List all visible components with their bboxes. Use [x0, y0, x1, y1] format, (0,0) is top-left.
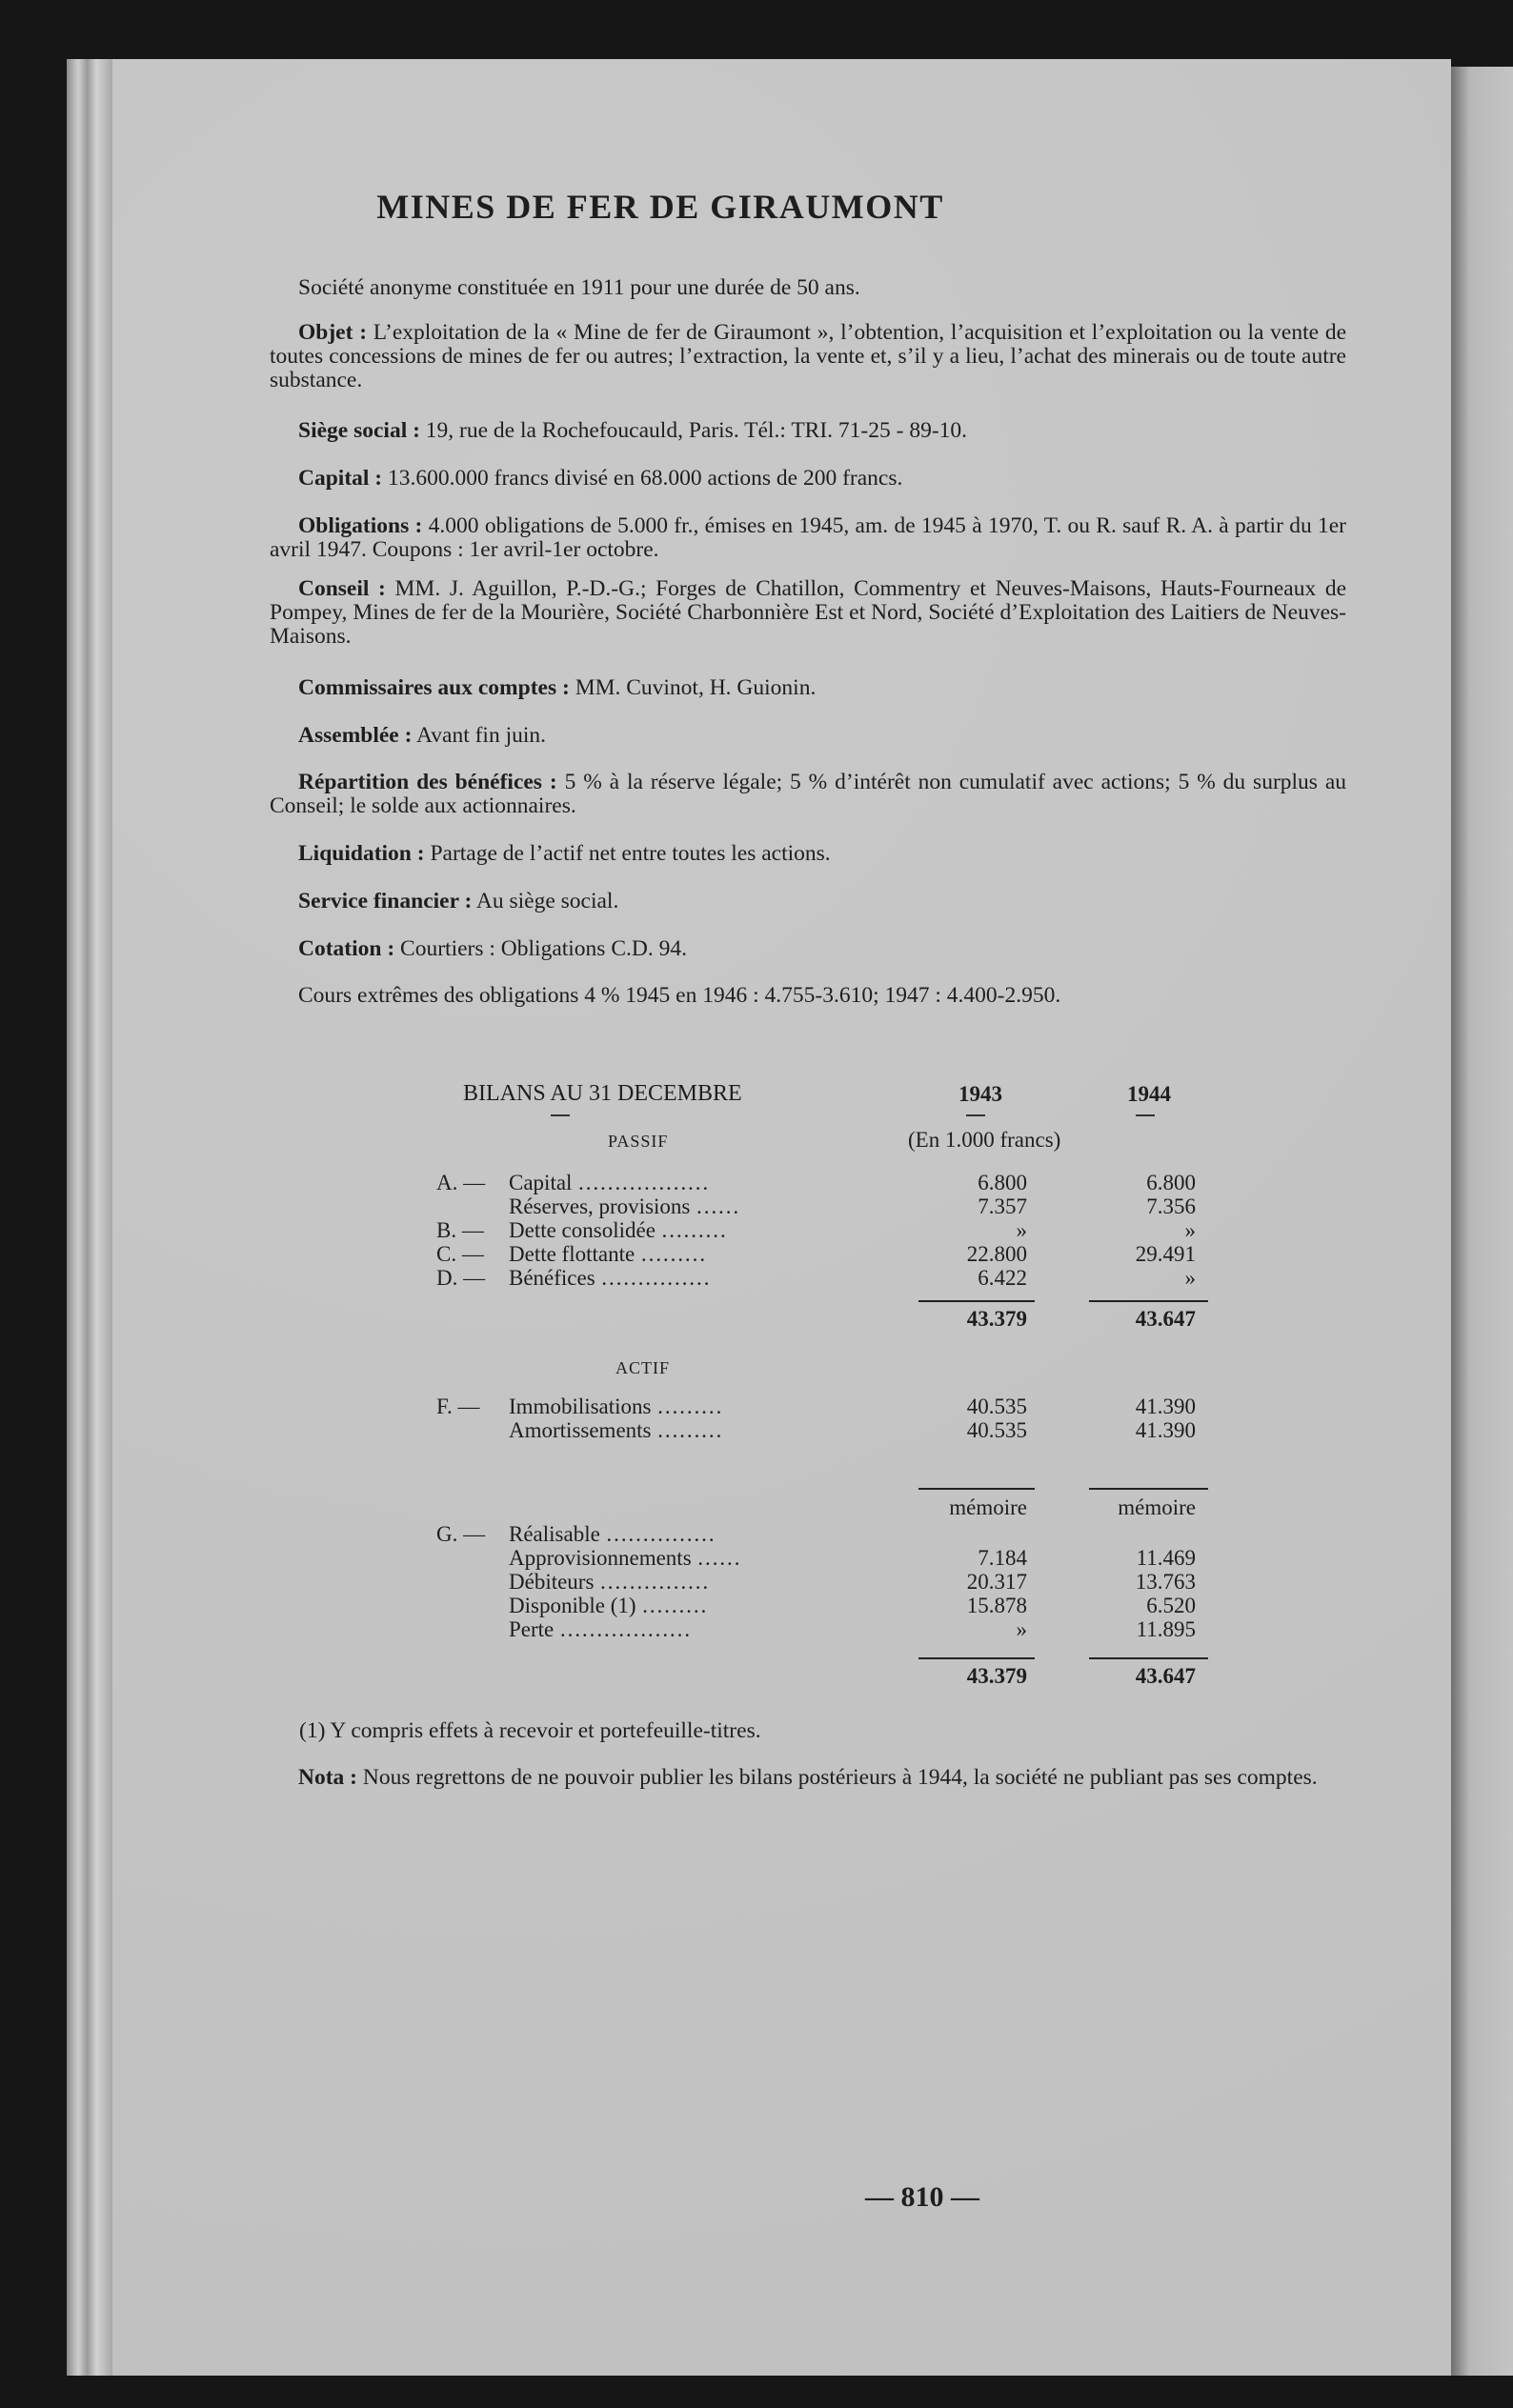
section-text: 19, rue de la Rochefoucauld, Paris. Tél.: TRI. 71-25 - 89-10.: [425, 418, 968, 443]
section-conseil: [270, 577, 1346, 649]
row-value-1943: 6.800: [978, 1171, 1027, 1194]
row-value-1944: 41.390: [1135, 1418, 1196, 1442]
memoire-rule: [918, 1488, 1035, 1490]
year-dash: [1136, 1114, 1155, 1116]
row-value-1944: 6.800: [1146, 1171, 1196, 1194]
section-commissaires: [298, 676, 816, 700]
section-liquidation: [298, 842, 831, 866]
section-label: Conseil :: [298, 576, 386, 601]
row-prefix: A. —: [436, 1171, 486, 1194]
section-label: Siège social :: [298, 418, 420, 443]
row-label: Approvisionnements ……: [509, 1546, 741, 1570]
row-prefix: D. —: [436, 1266, 486, 1290]
row-label: Réalisable ……………: [509, 1522, 716, 1546]
section-label: Assemblée :: [298, 723, 413, 748]
actif-total-1944: 43.647: [1135, 1664, 1196, 1688]
row-value-1943: 20.317: [966, 1570, 1027, 1594]
section-label: Répartition des bénéfices :: [298, 770, 557, 794]
bilans-heading: BILANS AU 31 DECEMBRE: [463, 1081, 742, 1106]
nota-paragraph: [270, 1766, 1346, 1790]
units-label: (En 1.000 francs): [908, 1128, 1061, 1152]
row-label: Immobilisations ………: [509, 1395, 723, 1418]
memoire-1943: mémoire: [949, 1495, 1027, 1519]
section-label: Cotation :: [298, 936, 395, 961]
passif-total-1944: 43.647: [1135, 1307, 1196, 1331]
section-label: Objet :: [298, 320, 368, 345]
row-value-1944: »: [1184, 1266, 1196, 1290]
intro-line: Société anonyme constituée en 1911 pour une durée de 50 ans.: [298, 275, 860, 300]
section-text: 13.600.000 francs divisé en 68.000 actions de 200 francs.: [388, 466, 903, 491]
row-prefix: C. —: [436, 1242, 484, 1266]
section-label: Obligations :: [298, 513, 423, 538]
section-label: Commissaires aux comptes :: [298, 675, 570, 700]
section-text: L’exploitation de la « Mine de fer de Giraumont », l’obtention, l’acquisition et l’exploitation ou la vente de toutes concessions de mines de fer ou autres; l’extraction, la vente et, s’il y a lieu, l’achat des minerais ou de toute autre substance.: [270, 320, 1347, 392]
actif-label: ACTIF: [615, 1358, 671, 1377]
section-assemblee: [298, 724, 546, 748]
row-prefix: G. —: [436, 1522, 486, 1546]
nota-text: Nous regrettons de ne pouvoir publier les bilans postérieurs à 1944, la société ne publiant pas ses comptes.: [362, 1765, 1318, 1790]
heading-dash: [551, 1114, 570, 1116]
memoire-rule: [1089, 1488, 1208, 1490]
row-value-1944: »: [1184, 1218, 1196, 1242]
book-page: [112, 59, 1451, 2376]
memoire-1944: mémoire: [1118, 1495, 1196, 1519]
row-label: Réserves, provisions ……: [509, 1194, 740, 1218]
row-label: Perte ………………: [509, 1617, 692, 1641]
page-title: MINES DE FER DE GIRAUMONT: [376, 188, 944, 226]
section-label: Capital :: [298, 466, 383, 491]
page-number: — 810 —: [865, 2181, 979, 2213]
next-page-edge: [1451, 67, 1513, 2376]
row-value-1943: »: [1016, 1218, 1027, 1242]
row-label: Débiteurs ……………: [509, 1570, 710, 1594]
section-text: MM. Cuvinot, H. Guionin.: [575, 675, 817, 700]
total-rule: [918, 1657, 1035, 1659]
cours-line: Cours extrêmes des obligations 4 % 1945 en 1946 : 4.755-3.610; 1947 : 4.400-2.950.: [298, 983, 1061, 1008]
passif-total-1943: 43.379: [966, 1307, 1027, 1331]
row-value-1944: 13.763: [1135, 1570, 1196, 1594]
row-value-1944: 11.895: [1136, 1617, 1196, 1641]
section-text: 4.000 obligations de 5.000 fr., émises en 1945, am. de 1945 à 1970, T. ou R. sauf R. A. à partir du 1er avril 1947. Coupons : 1er avril-1er octobre.: [270, 513, 1347, 562]
section-objet: [270, 321, 1346, 392]
section-repartition: [270, 771, 1346, 818]
total-rule: [1089, 1657, 1208, 1659]
section-siege: [298, 419, 967, 443]
footnote: (1) Y compris effets à recevoir et portefeuille-titres.: [299, 1718, 761, 1743]
section-text: Courtiers : Obligations C.D. 94.: [400, 936, 687, 961]
passif-label: PASSIF: [608, 1132, 669, 1151]
row-label: Bénéfices ……………: [509, 1266, 711, 1290]
nota-label: Nota :: [298, 1765, 357, 1790]
section-text: Au siège social.: [475, 889, 619, 913]
row-value-1944: 11.469: [1136, 1546, 1196, 1570]
section-label: Service financier :: [298, 889, 473, 913]
row-label: Dette consolidée ………: [509, 1218, 727, 1242]
section-cotation: [298, 937, 687, 961]
row-prefix: B. —: [436, 1218, 484, 1242]
year-1944: 1944: [1127, 1082, 1171, 1106]
row-value-1944: 7.356: [1146, 1194, 1196, 1218]
section-text: Avant fin juin.: [416, 723, 547, 748]
actif-total-1943: 43.379: [966, 1664, 1027, 1688]
row-label: Dette flottante ………: [509, 1242, 706, 1266]
row-value-1943: 22.800: [966, 1242, 1027, 1266]
row-value-1943: 40.535: [966, 1395, 1027, 1418]
row-value-1944: 29.491: [1135, 1242, 1196, 1266]
section-text: 5 % à la réserve légale; 5 % d’intérêt non cumulatif avec actions; 5 % du surplus au Conseil; le solde aux actionnaires.: [270, 770, 1347, 818]
row-value-1944: 6.520: [1146, 1594, 1196, 1617]
row-value-1943: »: [1016, 1617, 1027, 1641]
row-prefix: F. —: [436, 1395, 480, 1418]
row-label: Disponible (1) ………: [509, 1594, 708, 1617]
row-label: Capital ………………: [509, 1171, 710, 1194]
book-binding: [67, 59, 112, 2376]
section-obligations: [270, 514, 1346, 562]
section-capital: [298, 467, 902, 491]
year-1943: 1943: [958, 1082, 1002, 1106]
section-label: Liquidation :: [298, 841, 425, 866]
row-value-1943: 7.184: [978, 1546, 1027, 1570]
section-text: MM. J. Aguillon, P.-D.-G.; Forges de Chatillon, Commentry et Neuves-Maisons, Hauts-Fourneaux de Pompey, Mines de fer de la Mourière, Société Charbonnière Est et Nord, Société d’Exploitation des Laitiers de Neuves-Maisons.: [270, 576, 1347, 649]
total-rule: [1089, 1300, 1208, 1302]
row-label: Amortissements ………: [509, 1418, 723, 1442]
row-value-1943: 7.357: [978, 1194, 1027, 1218]
section-service: [298, 890, 618, 913]
row-value-1943: 6.422: [978, 1266, 1027, 1290]
row-value-1944: 41.390: [1135, 1395, 1196, 1418]
section-text: Partage de l’actif net entre toutes les actions.: [430, 841, 831, 866]
year-dash: [966, 1114, 985, 1116]
total-rule: [918, 1300, 1035, 1302]
row-value-1943: 40.535: [966, 1418, 1027, 1442]
row-value-1943: 15.878: [966, 1594, 1027, 1617]
